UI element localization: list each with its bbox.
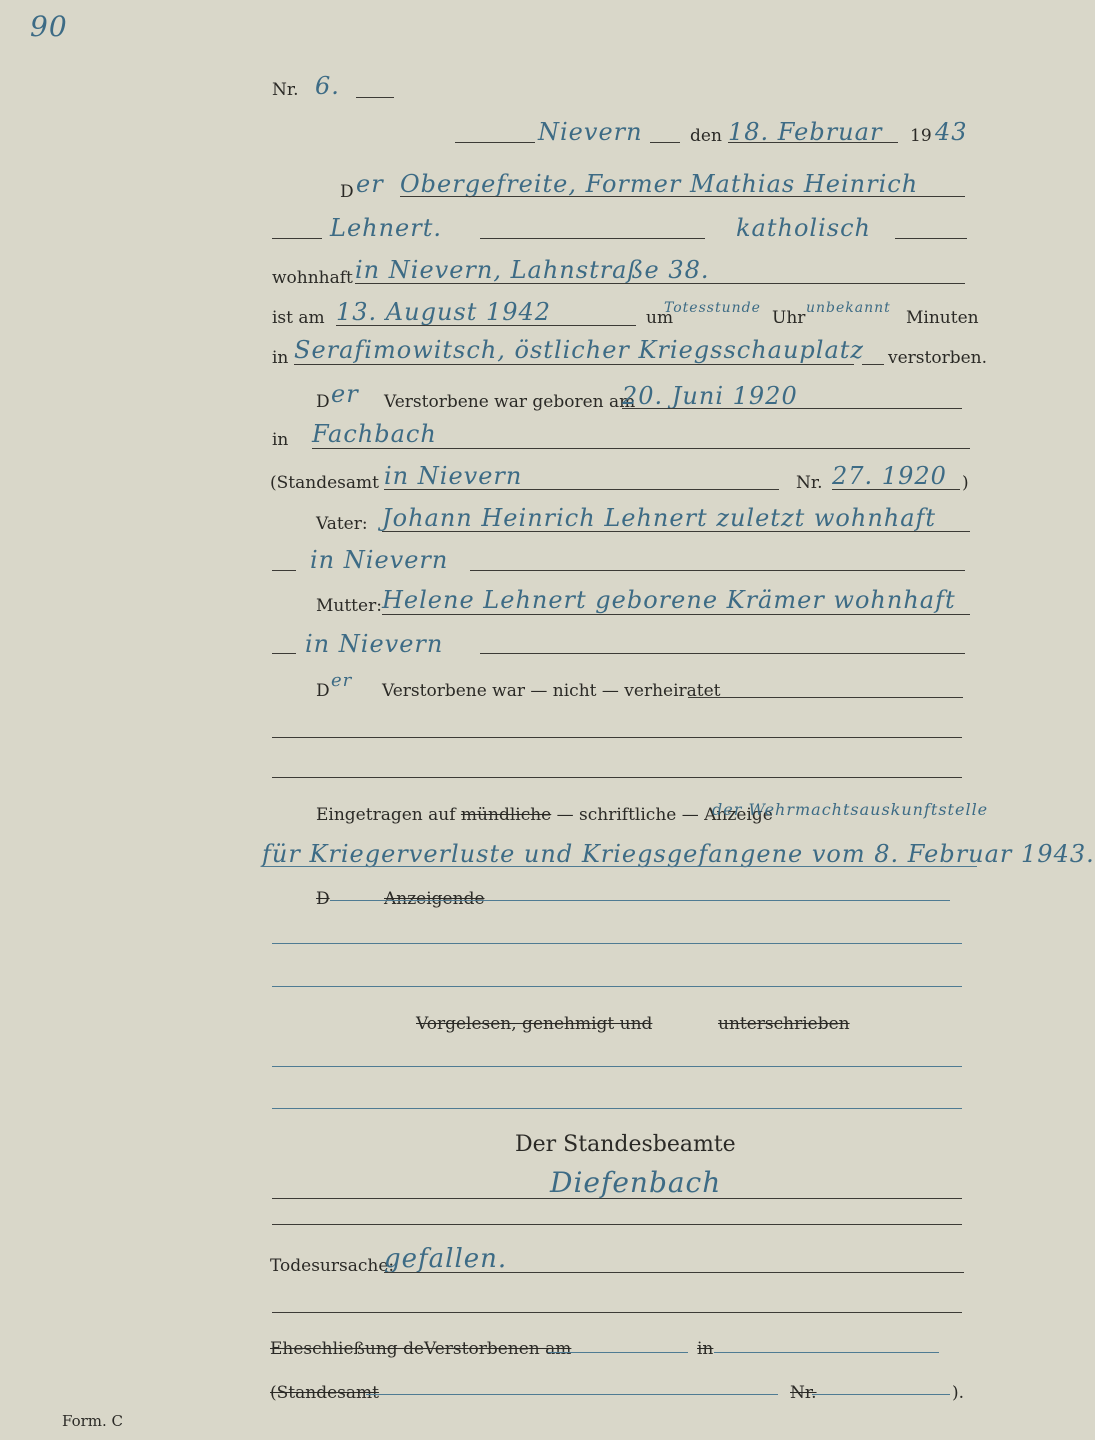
strike-line [714,1352,939,1353]
entry-source-line1: der Wehrmachtsauskunftstelle [712,800,989,819]
marriage-standesamt-label: (Standesamt [270,1383,379,1403]
father-line2: in Nievern [310,546,449,574]
rule [272,1198,962,1199]
read-aloud-part2: unterschrieben [718,1014,850,1034]
rule [272,777,962,778]
nr-value: 6. [315,72,340,100]
article-prefix: D [340,182,354,202]
page-number: 90 [30,10,68,43]
marriage-in-label: in [697,1339,714,1359]
rule [688,697,963,698]
religion: katholisch [736,214,871,242]
marital-prefix: D [316,681,330,701]
handwritten-underline [262,866,977,867]
strike-line [548,1352,688,1353]
year-prefix: 19 [910,126,932,146]
entry-source-line2: für Kriegerverluste und Kriegsgefangene vom 8. Februar 1943. [262,840,1095,868]
entry-muendliche: mündliche [460,805,552,825]
strike-line [330,900,950,901]
place-name: Nievern [538,118,643,146]
marital-article: er [331,670,353,691]
birth-label: Verstorbene war geboren am [384,392,636,412]
verstorben-label: verstorben. [888,348,988,368]
rule [294,364,854,365]
death-place: Serafimowitsch, östlicher Kriegsschauplatz [294,336,865,364]
father-line1: Johann Heinrich Lehnert zuletzt wohnhaft [382,504,937,532]
strike-line [366,1394,778,1395]
rule [355,283,965,284]
minutes-value: unbekannt [806,300,891,316]
informant-label: Anzeigende [384,889,485,909]
rule [272,570,296,571]
birth-article: er [331,380,359,408]
mother-line2: in Nievern [305,630,444,658]
uhr-label: Uhr [772,308,806,328]
rule [382,614,970,615]
read-aloud-part1: Vorgelesen, genehmigt und [416,1014,653,1034]
year-suffix: 43 [935,118,968,146]
birth-date: 20. Juni 1920 [622,382,798,410]
um-label: um [646,308,674,328]
rule [382,531,970,532]
rank-name: Obergefreite, Former Mathias Heinrich [400,170,919,198]
rule [400,196,965,197]
article-suffix: er [356,170,384,198]
strike-line [272,1108,962,1109]
rule [272,737,962,738]
birth-in-label: in [272,430,289,450]
father-label: Vater: [316,514,368,534]
rule [272,1312,962,1313]
rule [384,489,779,490]
strike-line [272,986,962,987]
mother-label: Mutter: [316,596,382,616]
register-date: 18. Februar [728,118,883,146]
died-label: ist am [272,308,325,328]
rule [336,325,636,326]
residence-label: wohnhaft [272,268,353,288]
rule [312,448,970,449]
surname: Lehnert. [330,214,443,242]
rule [470,570,965,571]
mother-line1: Helene Lehnert geborene Krämer wohnhaft [382,586,956,614]
rule [455,142,535,143]
den-label: den [690,126,722,146]
entry-eingetragen-text: Eingetragen auf [316,805,456,825]
rule [272,1224,962,1225]
rule [272,238,322,239]
rule [480,653,965,654]
rule [480,238,705,239]
strike-line [272,1066,962,1067]
died-date: 13. August 1942 [336,298,552,326]
rule [895,238,967,239]
informant-prefix: D [316,889,330,909]
birth-close: ) [962,473,969,493]
rule [650,142,680,143]
nr-label: Nr. [272,80,299,100]
rule [832,489,960,490]
marriage-label: Eheschließung de [270,1339,425,1359]
birth-nr-value: 27. 1920 [832,462,947,490]
birth-prefix: D [316,392,330,412]
rule [862,364,884,365]
minuten-label: Minuten [906,308,979,328]
rule [384,1272,964,1273]
standesamt-value: in Nievern [384,462,523,490]
birth-nr-label: Nr. [796,473,823,493]
marriage-label2: Verstorbenen am [424,1339,572,1359]
form-label: Form. C [62,1412,124,1430]
standesamt-label: (Standesamt [270,473,379,493]
death-in-label: in [272,348,289,368]
residence-value: in Nievern, Lahnstraße 38. [355,256,710,284]
nr-line [356,97,394,98]
registrar-signature: Diefenbach [550,1166,722,1199]
birth-place: Fachbach [312,420,437,448]
cause-label: Todesursache: [270,1256,395,1276]
hour-value: Totesstunde [664,300,761,316]
rule [272,653,296,654]
registrar-title: Der Standesbeamte [515,1132,736,1157]
marital-label: Verstorbene war — nicht — verheiratet [382,681,721,701]
rule [622,408,962,409]
strike-line [812,1394,950,1395]
cause-value: gefallen. [384,1244,508,1274]
marriage-close: ). [952,1383,965,1403]
strike-line [272,943,962,944]
marriage-nr-label: Nr. [790,1383,817,1403]
entry-eingetragen [316,805,773,825]
entry-schriftliche: — schriftliche — Anzeige [556,805,773,825]
rule [728,142,898,143]
